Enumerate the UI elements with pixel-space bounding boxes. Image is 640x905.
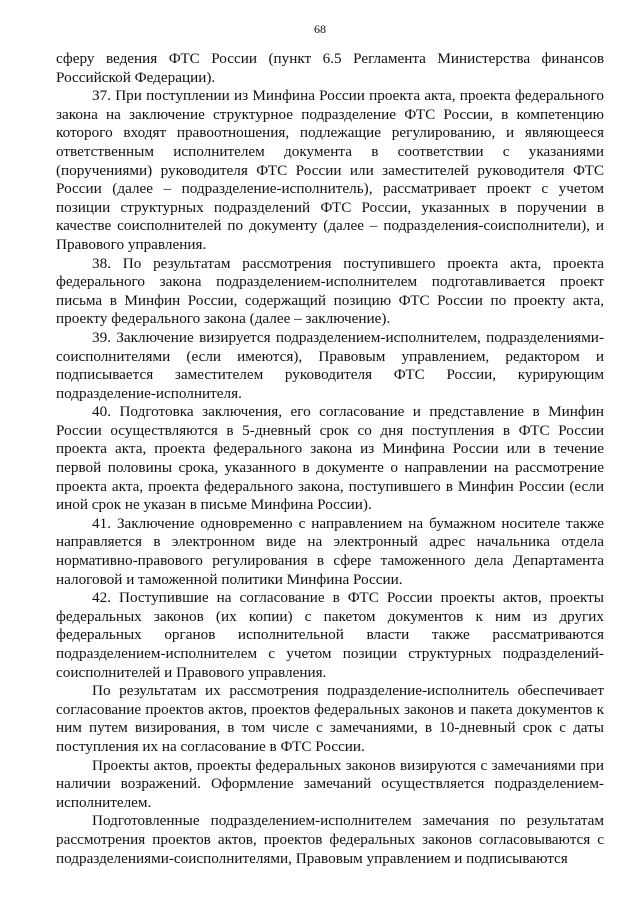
page-number: 68 [314, 22, 326, 36]
paragraph-42: 42. Поступившие на согласование в ФТС России проекты актов, проекты федеральных законов (их копии) с пакетом документов к ним из других федеральных органов исполнительной власти также рассматриваются подразделением-исполнителем с учетом позиции структурных подразделений-соисполнителей и Правового управления. [56, 589, 604, 681]
paragraph-42-remarks: Проекты актов, проекты федеральных законов визируются с замечаниями при наличии возражений. Оформление замечаний осуществляется подразделением-исполнителем. [56, 756, 604, 811]
paragraph-38: 38. По результатам рассмотрения поступившего проекта акта, проекта федерального закона подразделением-исполнителем подготавливается проект письма в Минфин России, содержащий позицию ФТС России по проекту акта, проекту федерального закона (далее – заключение). [56, 254, 604, 328]
paragraph-37: 37. При поступлении из Минфина России проекта акта, проекта федерального закона на заключение структурное подразделение ФТС России, в компетенцию которого входят правоотношения, подлежащие регулированию, и являющееся ответственным исполнителем документа в соответствии с указаниями (поручениями) руководителя ФТС России или заместителей руководителя ФТС России (далее – подразделение-исполнитель), рассматривает проект с учетом позиции структурных подразделений ФТС России, указанных в поручении в качестве соисполнителей по документу (далее – подразделения-соисполнители), и Правового управления. [56, 87, 604, 253]
document-body [56, 50, 604, 868]
paragraph-39: 39. Заключение визируется подразделением-исполнителем, подразделениями-соисполнителями (если имеются), Правовым управлением, редактором и подписывается заместителем руководителя ФТС России, курирующим подразделение-исполнителя. [56, 328, 604, 402]
paragraph-42-approval: Подготовленные подразделением-исполнителем замечания по результатам рассмотрения проектов актов, проектов федеральных законов согласовываются с подразделениями-соисполнителями, Правовым управлением и подписываются [56, 812, 604, 867]
paragraph-41: 41. Заключение одновременно с направлением на бумажном носителе также направляется в электронном виде на электронный адрес начальника отдела нормативно-правового регулирования в сфере таможенного дела Департамента налоговой и таможенной политики Минфина России. [56, 514, 604, 588]
paragraph-continuation: сферу ведения ФТС России (пункт 6.5 Регламента Министерства финансов Российской Федерации). [56, 50, 604, 86]
paragraph-40: 40. Подготовка заключения, его согласование и представление в Минфин России осуществляются в 5-дневный срок со дня поступления в ФТС России проекта акта, проекта федерального закона из Минфина России или в течение первой половины срока, указанного в документе о направлении на рассмотрение проекта акта, проекта федерального закона, поступившего в Минфин России (если иной срок не указан в письме Минфина России). [56, 403, 604, 514]
paragraph-42-review: По результатам их рассмотрения подразделение-исполнитель обеспечивает согласование проектов актов, проектов федеральных законов и пакета документов к ним путем визирования, в том числе с замечаниями, в 10-дневный срок с даты поступления их на согласование в ФТС России. [56, 682, 604, 755]
